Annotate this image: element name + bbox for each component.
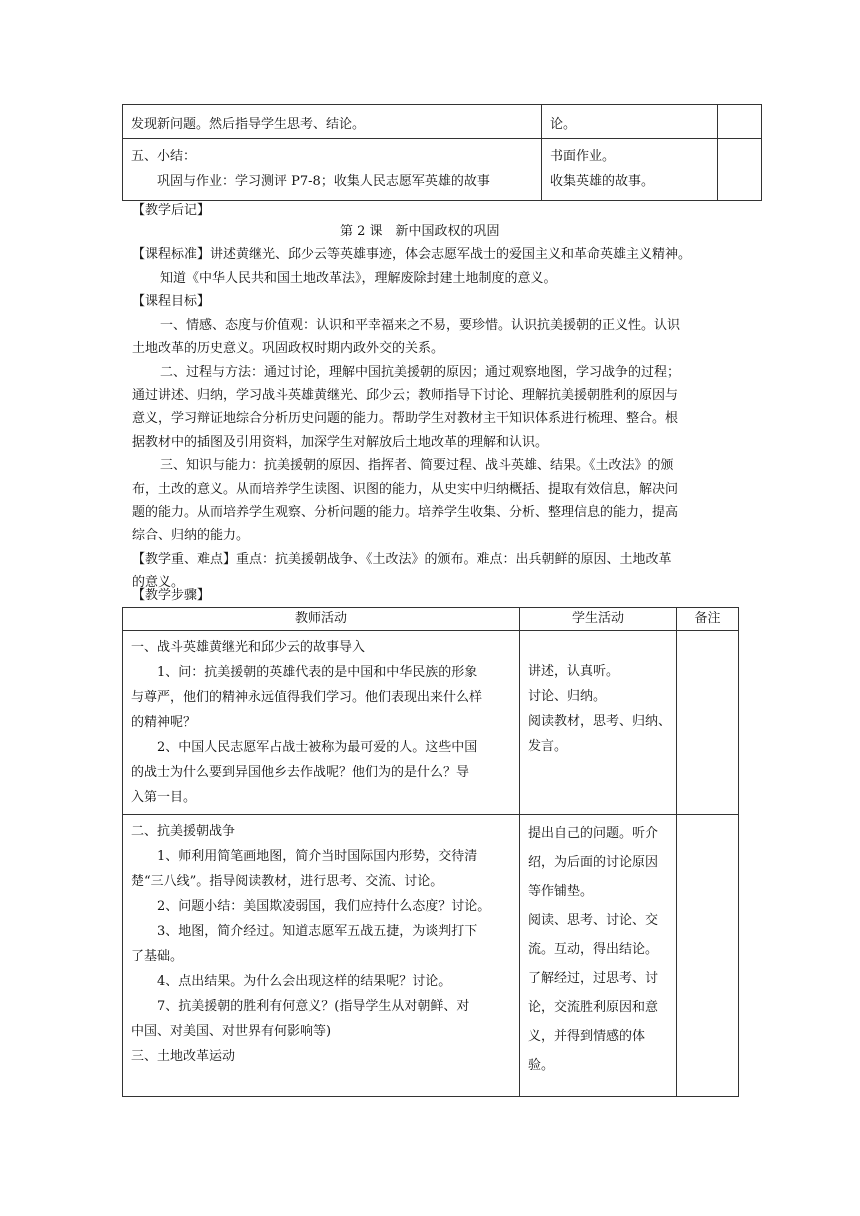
student-activity-text: 发言。 [528, 739, 568, 754]
header-student: 学生活动 [520, 608, 677, 631]
goal-paragraph: 布，土改的意义。从而培养学生读图、识图的能力，从史实中归纳概括、提取有效信息，解决问 [132, 482, 679, 497]
key-points: 的意义。 [132, 575, 185, 590]
header-notes: 备注 [677, 608, 739, 631]
student-activity-text: 论。 [550, 117, 577, 132]
table-row [123, 815, 739, 1097]
goal-paragraph: 通过讲述、归纳，学习战斗英雄黄继光、邱少云；教师指导下讨论、理解抗美援朝胜利的原因与 [132, 388, 679, 403]
course-standard-cont: 知道《中华人民共和国土地改革法》，理解废除封建土地制度的意义。 [160, 271, 557, 286]
teacher-activity-text: 4、点出结果。为什么会出现这样的结果呢？讨论。 [157, 974, 452, 989]
teacher-activity-text: 7、抗美援朝的胜利有何意义？(指导学生从对朝鲜、对 [157, 999, 470, 1014]
teacher-activity-text: 五、小结： [131, 149, 197, 164]
goals-heading: 【课程目标】 [132, 294, 211, 309]
notes-cell [677, 815, 739, 1097]
student-activity-text: 义，并得到情感的体 [528, 1029, 646, 1044]
notes-cell [677, 631, 739, 815]
goal-paragraph: 二、过程与方法：通过讨论，理解中国抗美援朝的原因；通过观察地图，学习战争的过程； [160, 365, 681, 380]
table-row [123, 139, 762, 201]
goal-paragraph: 一、情感、态度与价值观：认识和平幸福来之不易，要珍惜。认识抗美援朝的正义性。认识 [160, 318, 681, 333]
student-activity-text: 阅读、思考、讨论、交 [528, 913, 659, 928]
lesson-title: 第 2 课 新中国政权的巩固 [340, 224, 500, 239]
goal-paragraph: 题的能力。从而培养学生观察、分析问题的能力。培养学生收集、分析、整理信息的能力，提高 [132, 505, 679, 520]
teacher-activity-text: 3、地图，简介经过。知道志愿军五战五捷，为谈判打下 [157, 924, 478, 939]
teacher-activity-text: 2、问题小结：美国欺凌弱国，我们应持什么态度？讨论。 [157, 899, 491, 914]
key-points: 【教学重、难点】重点：抗美援朝战争、《土改法》的颁布。难点：出兵朝鲜的原因、土地改革 [132, 552, 672, 567]
student-activity-text: 验。 [528, 1058, 555, 1073]
student-activity-text: 了解经过，过思考、讨 [528, 971, 659, 986]
teacher-activity-text: 一、战斗英雄黄继光和邱少云的故事导入 [131, 640, 366, 655]
top-lesson-table [122, 104, 762, 201]
student-activity-text: 讨论、归纳。 [528, 689, 607, 704]
student-activity-text: 流。互动，得出结论。 [528, 942, 659, 957]
teacher-activity-text: 1、问：抗美援朝的英雄代表的是中国和中华民族的形象 [157, 665, 478, 680]
teacher-activity-text: 的精神呢？ [131, 715, 197, 730]
goal-paragraph: 综合、归纳的能力。 [132, 528, 250, 543]
teacher-activity-text: 楚“三八线”。指导阅读教材，进行思考、交流、讨论。 [131, 874, 444, 889]
student-activity-text: 收集英雄的故事。 [550, 174, 655, 189]
afterword-heading: 【教学后记】 [132, 203, 211, 218]
teacher-activity-text: 巩固与作业：学习测评 P7-8；收集人民志愿军英雄的故事 [157, 174, 490, 189]
steps-heading: 【教学步骤】 [132, 588, 211, 603]
teacher-activity-text: 二、抗美援朝战争 [131, 824, 236, 839]
student-activity-text: 等作铺垫。 [528, 884, 594, 899]
table-row [123, 105, 762, 139]
teacher-activity-text: 发现新问题。然后指导学生思考、结论。 [131, 117, 366, 132]
table-row [123, 631, 739, 815]
teacher-activity-text: 三、土地改革运动 [131, 1049, 236, 1064]
teaching-steps-table [122, 607, 739, 1097]
goal-paragraph: 三、知识与能力：抗美援朝的原因、指挥者、简要过程、战斗英雄、结果。《土改法》的颁 [160, 458, 674, 473]
teacher-activity-text: 1、师利用简笔画地图，简介当时国际国内形势，交待清 [157, 849, 478, 864]
goal-paragraph: 意义，学习辩证地综合分析历史问题的能力。帮助学生对教材主干知识体系进行梳理、整合。根 [132, 411, 679, 426]
student-activity-text: 阅读教材，思考、归纳、 [528, 714, 672, 729]
teacher-activity-text: 入第一目。 [131, 790, 197, 805]
student-activity-text: 论，交流胜利原因和意 [528, 1000, 659, 1015]
student-activity-text: 提出自己的问题。听介 [528, 826, 659, 841]
goal-paragraph: 据教材中的插图及引用资料，加深学生对解放后土地改革的理解和认识。 [132, 435, 549, 450]
teacher-activity-text: 中国、对美国、对世界有何影响等) [131, 1024, 332, 1039]
notes-cell [718, 105, 762, 139]
teacher-activity-text: 与尊严，他们的精神永远值得我们学习。他们表现出来什么样 [131, 690, 483, 705]
notes-cell [718, 139, 762, 201]
student-activity-text: 绍，为后面的讨论原因 [528, 855, 659, 870]
header-teacher: 教师活动 [123, 608, 520, 631]
student-activity-text: 书面作业。 [550, 149, 616, 164]
teacher-activity-text: 了基础。 [131, 949, 184, 964]
goal-paragraph: 土地改革的历史意义。巩固政权时期内政外交的关系。 [132, 341, 445, 356]
table-header-row [123, 608, 739, 631]
teacher-activity-text: 2、中国人民志愿军占战士被称为最可爱的人。这些中国 [157, 740, 478, 755]
course-standard: 【课程标准】讲述黄继光、邱少云等英雄事迹，体会志愿军战士的爱国主义和革命英雄主义精神。 [132, 247, 692, 262]
teacher-activity-text: 的战士为什么要到异国他乡去作战呢？他们为的是什么？导 [131, 765, 470, 780]
student-activity-text: 讲述，认真听。 [528, 664, 620, 679]
